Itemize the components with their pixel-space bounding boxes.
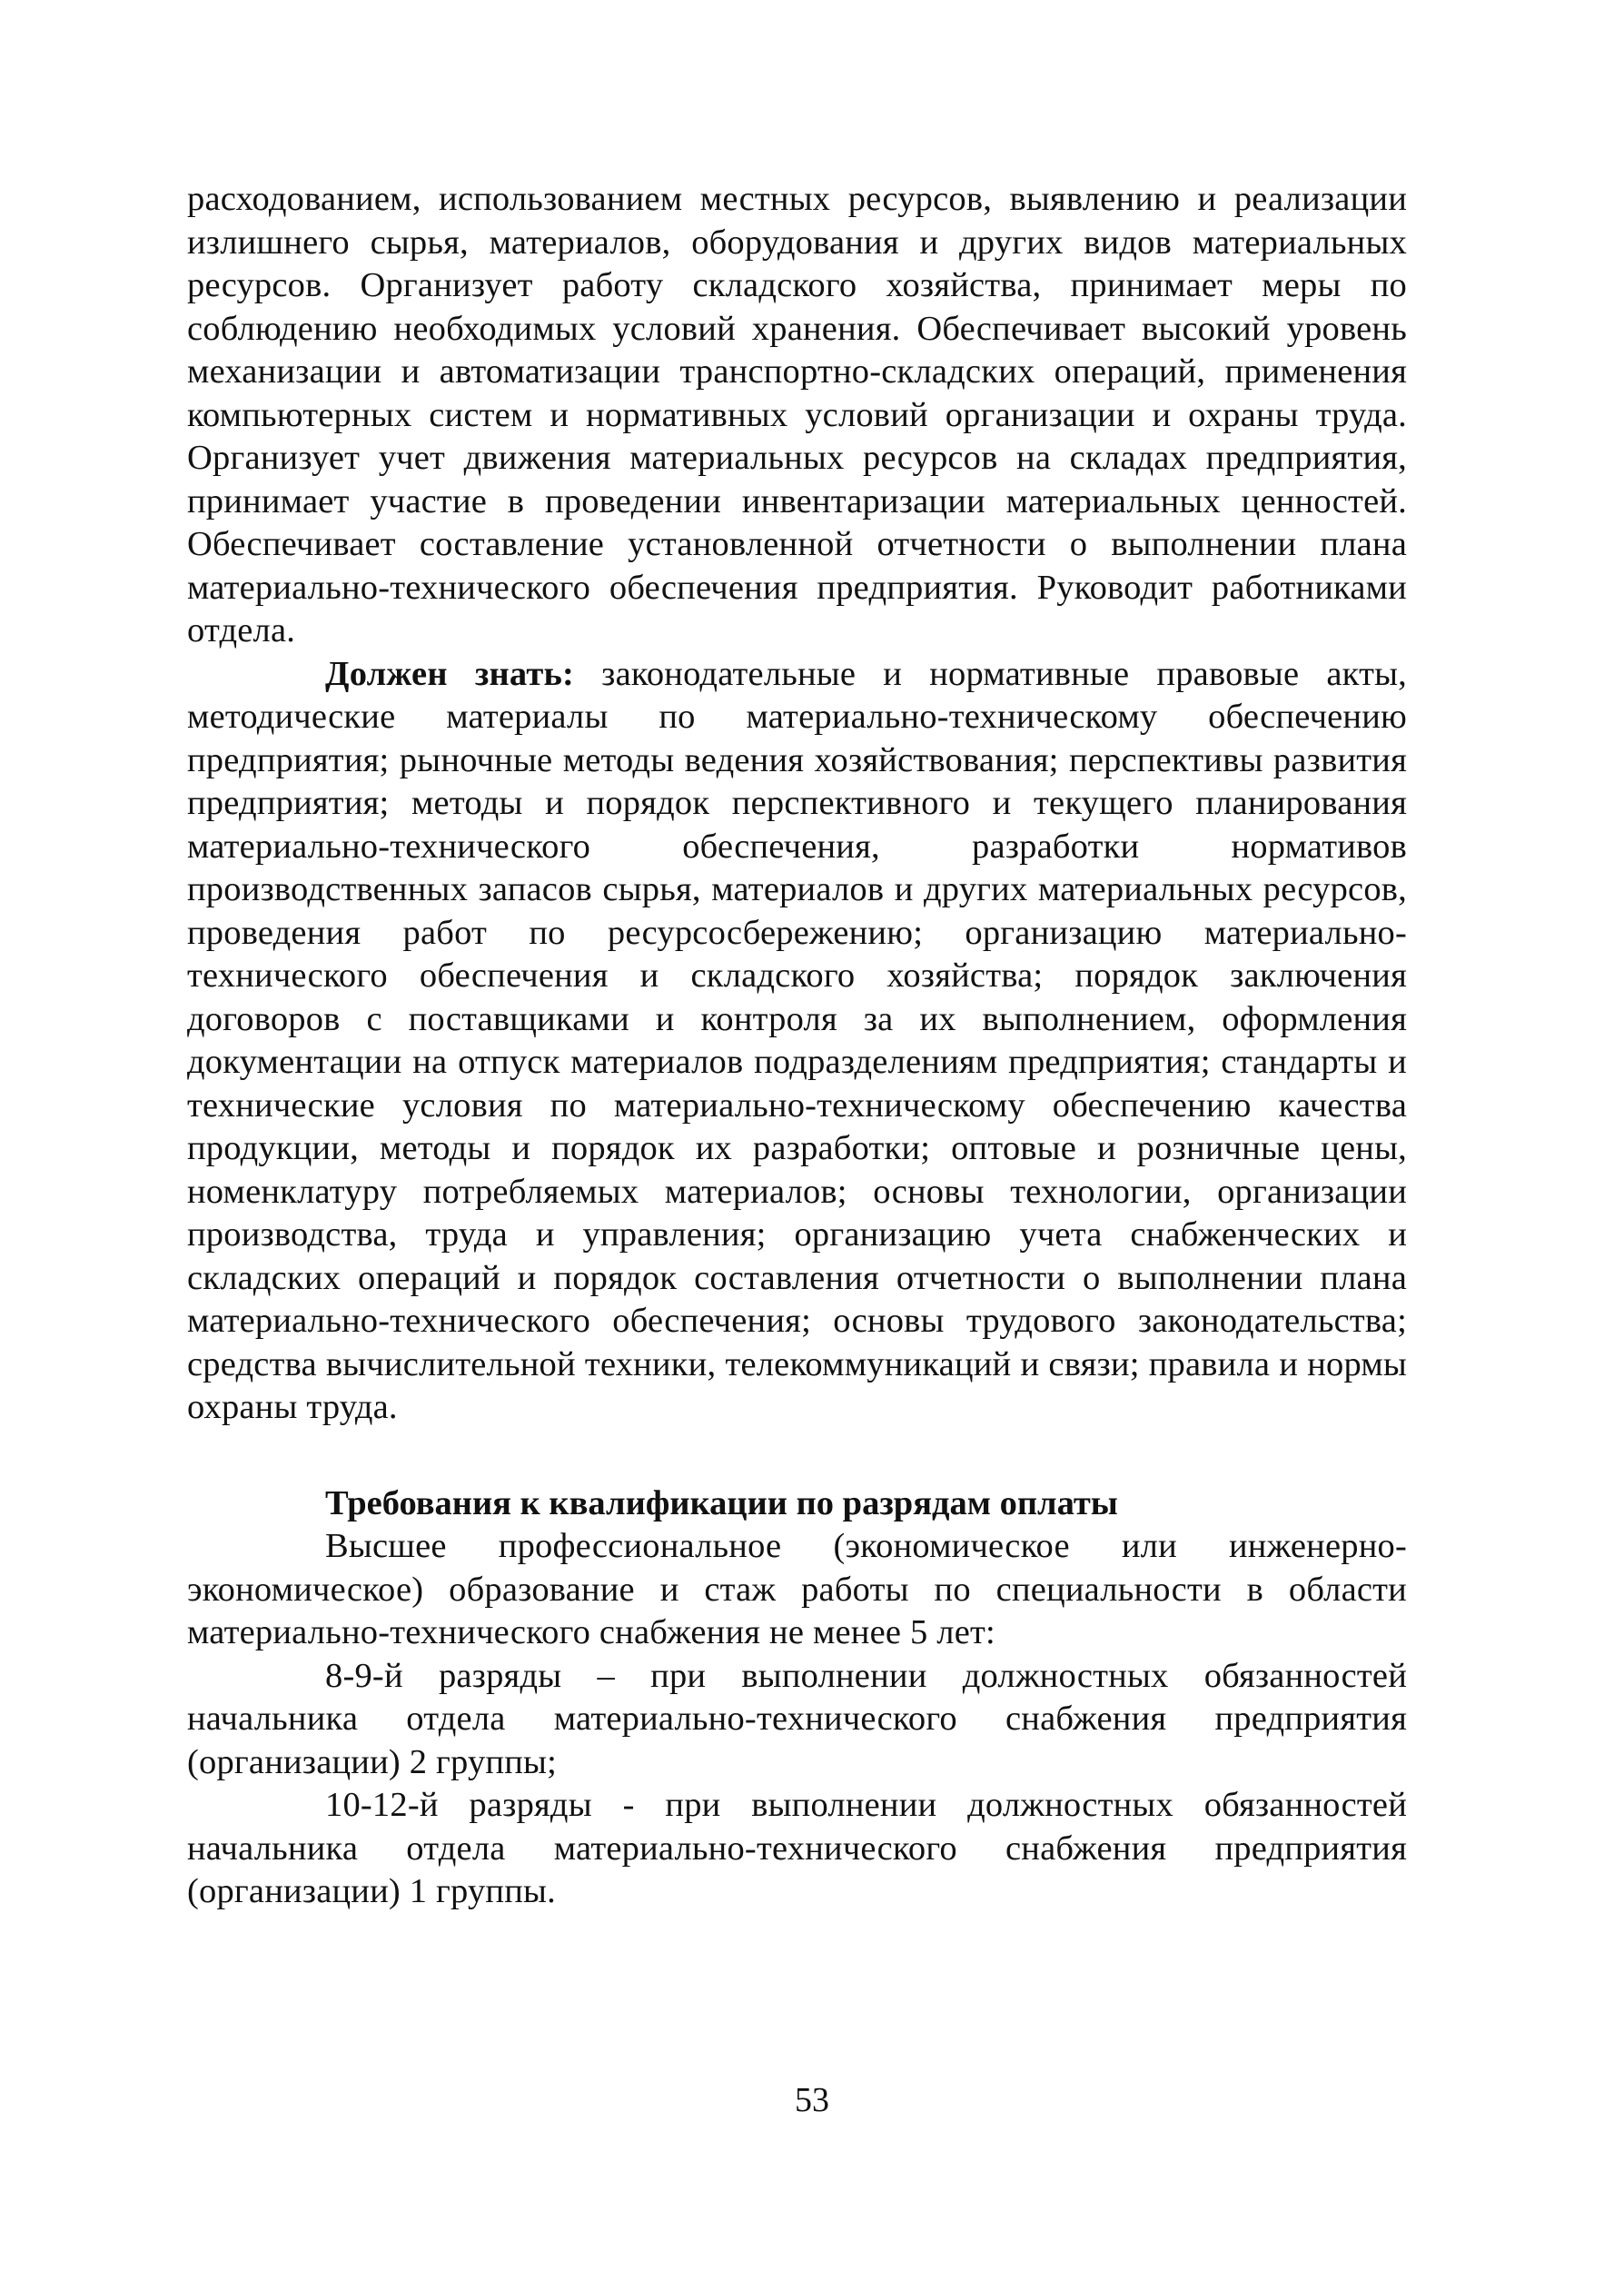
paragraph-grade-10-12: 10-12-й разряды - при выполнении должностных обязанностей начальника отдела материально-технического снабжения предприятия (организации) 1 группы. [187,1786,1407,1910]
paragraph-duties-continued: расходованием, использованием местных ресурсов, выявлению и реализации излишнего сырья, материалов, оборудования и других видов материальных ресурсов. Организует работу складского хозяйства, принимает меры по соблюдению необходимых условий хранения. Обеспечивает высокий уровень механизации и автоматизации транспортно-складских операций, применения компьютерных систем и нормативных условий организации и охраны труда. Организует учет движения материальных ресурсов на складах предприятия, принимает участие в проведении инвентаризации материальных ценностей. Обеспечивает составление установленной отчетности о выполнении плана материально-технического обеспечения предприятия. Руководит работниками отдела. [187,180,1407,649]
page-number: 53 [795,2081,829,2119]
must-know-label: Должен знать: [325,654,575,693]
paragraph-must-know [187,653,1407,1430]
paragraph-grade-8-9: 8-9-й разряды – при выполнении должностных обязанностей начальника отдела материально-технического снабжения предприятия (организации) 2 группы; [187,1656,1407,1781]
page-body [187,178,1407,1914]
section-heading-qualification: Требования к квалификации по разрядам оплаты [325,1483,1118,1522]
paragraph-education-requirement: Высшее профессиональное (экономическое или инженерно-экономическое) образование и стаж работы по специальности в области материально-технического снабжения не менее 5 лет: [187,1527,1407,1651]
must-know-text: законодательные и нормативные правовые акты, методические материалы по материально-техническому обеспечению предприятия; рыночные методы ведения хозяйствования; перспективы развития предприятия; методы и порядок перспективного и текущего планирования материально-технического обеспечения, разработки нормативов производственных запасов сырья, материалов и других материальных ресурсов, проведения работ по ресурсосбережению; организацию материально-технического обеспечения и складского хозяйства; порядок заключения договоров с поставщиками и контроля за их выполнением, оформления документации на отпуск материалов подразделениям предприятия; стандарты и технические условия по материально-техническому обеспечению качества продукции, методы и порядок их разработки; оптовые и розничные цены, номенклатуру потребляемых материалов; основы технологии, организации производства, труда и управления; организацию учета снабженческих и складских операций и порядок составления отчетности о выполнении плана материально-технического обеспечения; основы трудового законодательства; средства вычислительной техники, телекоммуникаций и связи; правила и нормы охраны труда. [187,654,1407,1426]
